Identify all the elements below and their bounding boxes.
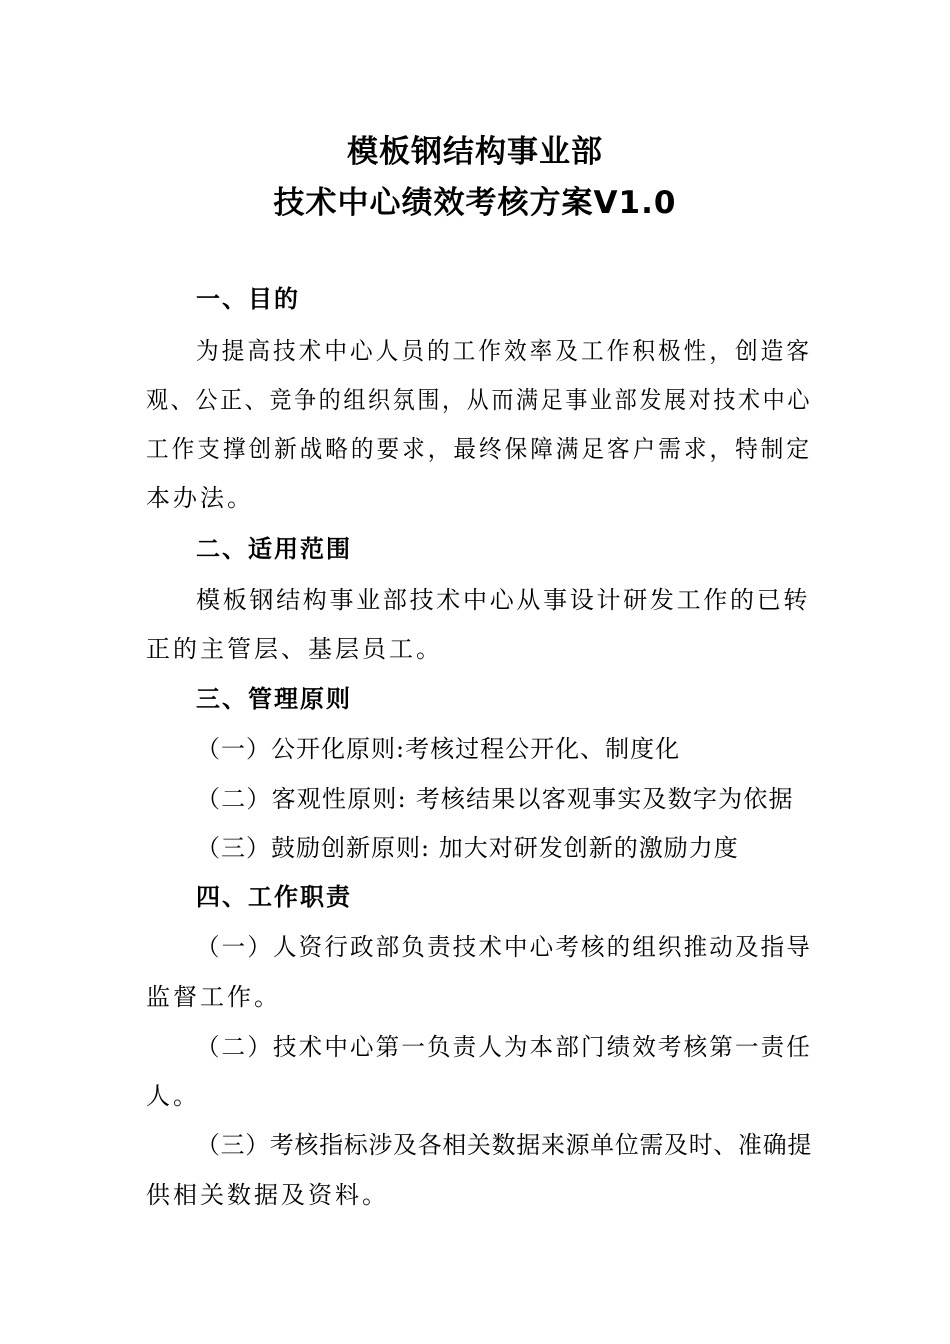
paragraph-line: 工作支撑创新战略的要求，最终保障满足客户需求，特制定: [146, 435, 812, 463]
paragraph-line: （三）考核指标涉及各相关数据来源单位需及时、准确提: [196, 1131, 812, 1159]
section-heading-principles: 三、管理原则: [196, 685, 352, 713]
paragraph-line: 监督工作。: [146, 983, 281, 1011]
paragraph-line: （一）人资行政部负责技术中心考核的组织推动及指导: [196, 933, 812, 961]
paragraph-line: 供相关数据及资料。: [146, 1181, 389, 1209]
paragraph-line: 本办法。: [146, 484, 254, 512]
paragraph-line: 观、公正、竞争的组织氛围，从而满足事业部发展对技术中心: [146, 386, 813, 414]
section-heading-purpose: 一、目的: [196, 285, 300, 313]
paragraph-line: 人。: [146, 1082, 200, 1110]
paragraph-line: （二）客观性原则: 考核结果以客观事实及数字为依据: [196, 785, 794, 813]
section-heading-scope: 二、适用范围: [196, 535, 352, 563]
paragraph-line: 为提高技术中心人员的工作效率及工作积极性，创造客: [196, 337, 812, 365]
paragraph-line: （二）技术中心第一负责人为本部门绩效考核第一责任: [196, 1033, 812, 1061]
document-title-line-1: 模板钢结构事业部: [347, 134, 603, 170]
section-heading-responsibilities: 四、工作职责: [196, 883, 352, 911]
paragraph-line: 模板钢结构事业部技术中心从事设计研发工作的已转: [196, 586, 811, 614]
paragraph-line: 正的主管层、基层员工。: [146, 635, 443, 663]
document-title-line-2: 技术中心绩效考核方案V1.0: [273, 185, 677, 221]
paragraph-line: （一）公开化原则:考核过程公开化、制度化: [196, 735, 681, 763]
paragraph-line: （三）鼓励创新原则: 加大对研发创新的激励力度: [196, 834, 739, 862]
